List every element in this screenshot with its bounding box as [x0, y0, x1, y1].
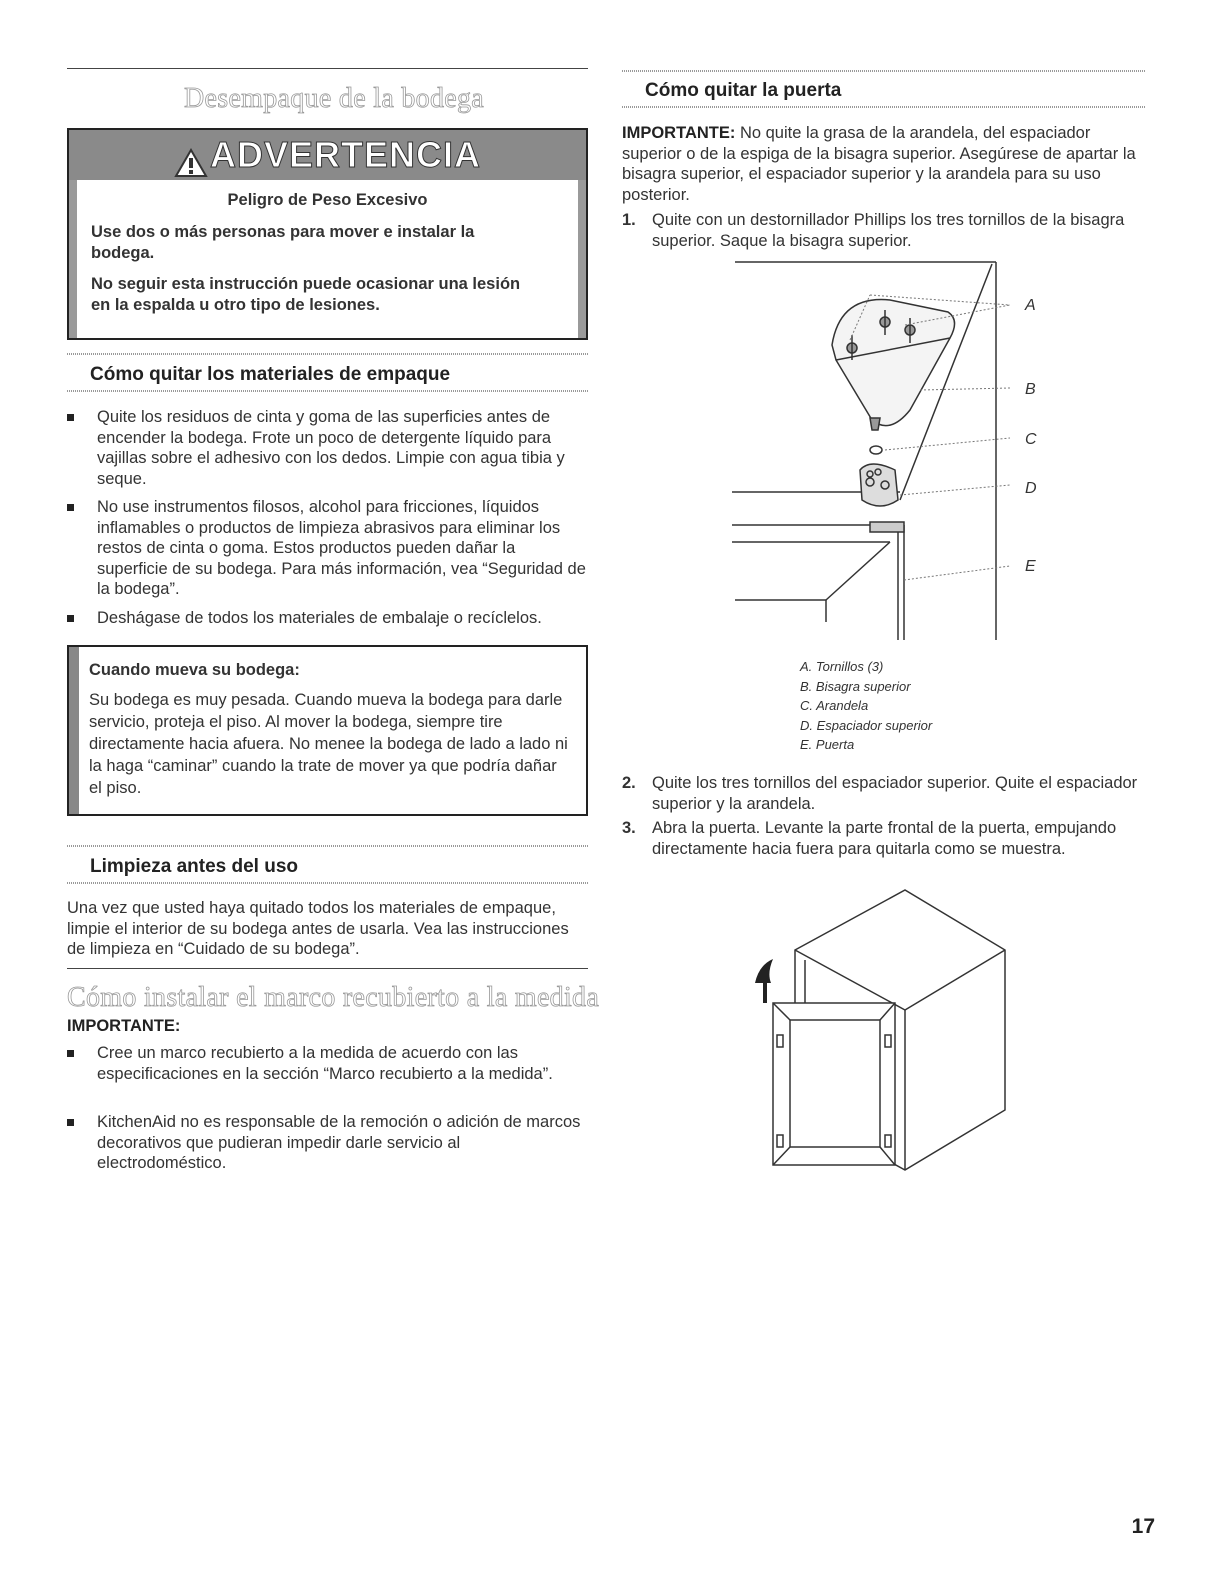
- warning-line2: No seguir esta instrucción puede ocasionar una lesión en la espalda u otro tipo de lesiones.: [91, 275, 521, 314]
- page-number: 17: [1131, 1515, 1155, 1538]
- section-title-frame: Cómo instalar el marco recubierto a la medida: [67, 982, 600, 1013]
- diagram-label-b: B: [1025, 381, 1036, 398]
- important-label-left: IMPORTANTE:: [67, 1017, 181, 1035]
- note-box: [67, 645, 588, 816]
- section-title-door: Cómo quitar la puerta: [645, 80, 842, 101]
- top-rule-left: [67, 68, 588, 69]
- note-side-bar: [69, 647, 79, 814]
- dotted-rule: [622, 70, 1146, 72]
- dotted-rule: [622, 106, 1146, 108]
- bullet-icon: [67, 615, 74, 622]
- cleaning-text: Una vez que usted haya quitado todos los materiales de empaque, limpie el interior de su bodega antes de usarla. Vea las instrucciones de limpieza en “Cuidado de su bodega”.: [67, 899, 569, 958]
- warning-word: ADVERTENCIA: [209, 134, 481, 175]
- hinge-diagram: [720, 250, 1060, 650]
- section-title-remove-packing: Cómo quitar los materiales de empaque: [90, 364, 451, 385]
- door-removal-diagram: [755, 885, 1025, 1185]
- diagram-label-c: C: [1025, 431, 1037, 448]
- important-label-right: IMPORTANTE:: [622, 124, 736, 142]
- arrow-icon: [755, 959, 773, 1003]
- section-title-cleaning: Limpieza antes del uso: [90, 856, 298, 877]
- section-title-unpack: Desempaque de la bodega: [184, 83, 484, 114]
- warning-box: [67, 128, 588, 340]
- diagram-label-e: E: [1025, 558, 1036, 575]
- bullet-icon: [67, 414, 74, 421]
- warning-hazard: Peligro de Peso Excesivo: [227, 191, 428, 209]
- bullet-icon: [67, 1119, 74, 1126]
- diagram-label-d: D: [1025, 480, 1037, 497]
- note-text: Su bodega es muy pesada. Cuando mueva la bodega para darle servicio, proteja el piso. Al mover la bodega, siempre tire directamente hacia afuera. No menee la bodega de lado a lado ni la haga “caminar” cuando la trate de mover ya que podría dañar el piso.: [89, 691, 568, 797]
- warning-header: [69, 130, 586, 180]
- dotted-rule: [67, 390, 588, 392]
- figure-captions: A. Tornillos (3) B. Bisagra superior C. Arandela D. Espaciador superior E. Puerta: [800, 659, 933, 752]
- dotted-rule: [67, 353, 588, 355]
- section-rule: [67, 968, 588, 969]
- important-paragraph: [622, 123, 1146, 205]
- warning-line1: Use dos o más personas para mover e instalar la bodega.: [91, 223, 475, 262]
- dotted-rule: [67, 882, 588, 884]
- warning-triangle-icon: [174, 148, 208, 178]
- bullet-icon: [67, 1050, 74, 1057]
- dotted-rule: [67, 845, 588, 847]
- note-title: Cuando mueva su bodega:: [89, 661, 300, 679]
- bullet-icon: [67, 504, 74, 511]
- diagram-label-a: A: [1025, 297, 1036, 314]
- important-text: No quite la grasa de la arandela, del espaciador superior o de la espiga de la bisagra superior. Asegúrese de apartar la bisagra superior, el espaciador superior y la arandela para su uso posterior.: [622, 124, 1136, 204]
